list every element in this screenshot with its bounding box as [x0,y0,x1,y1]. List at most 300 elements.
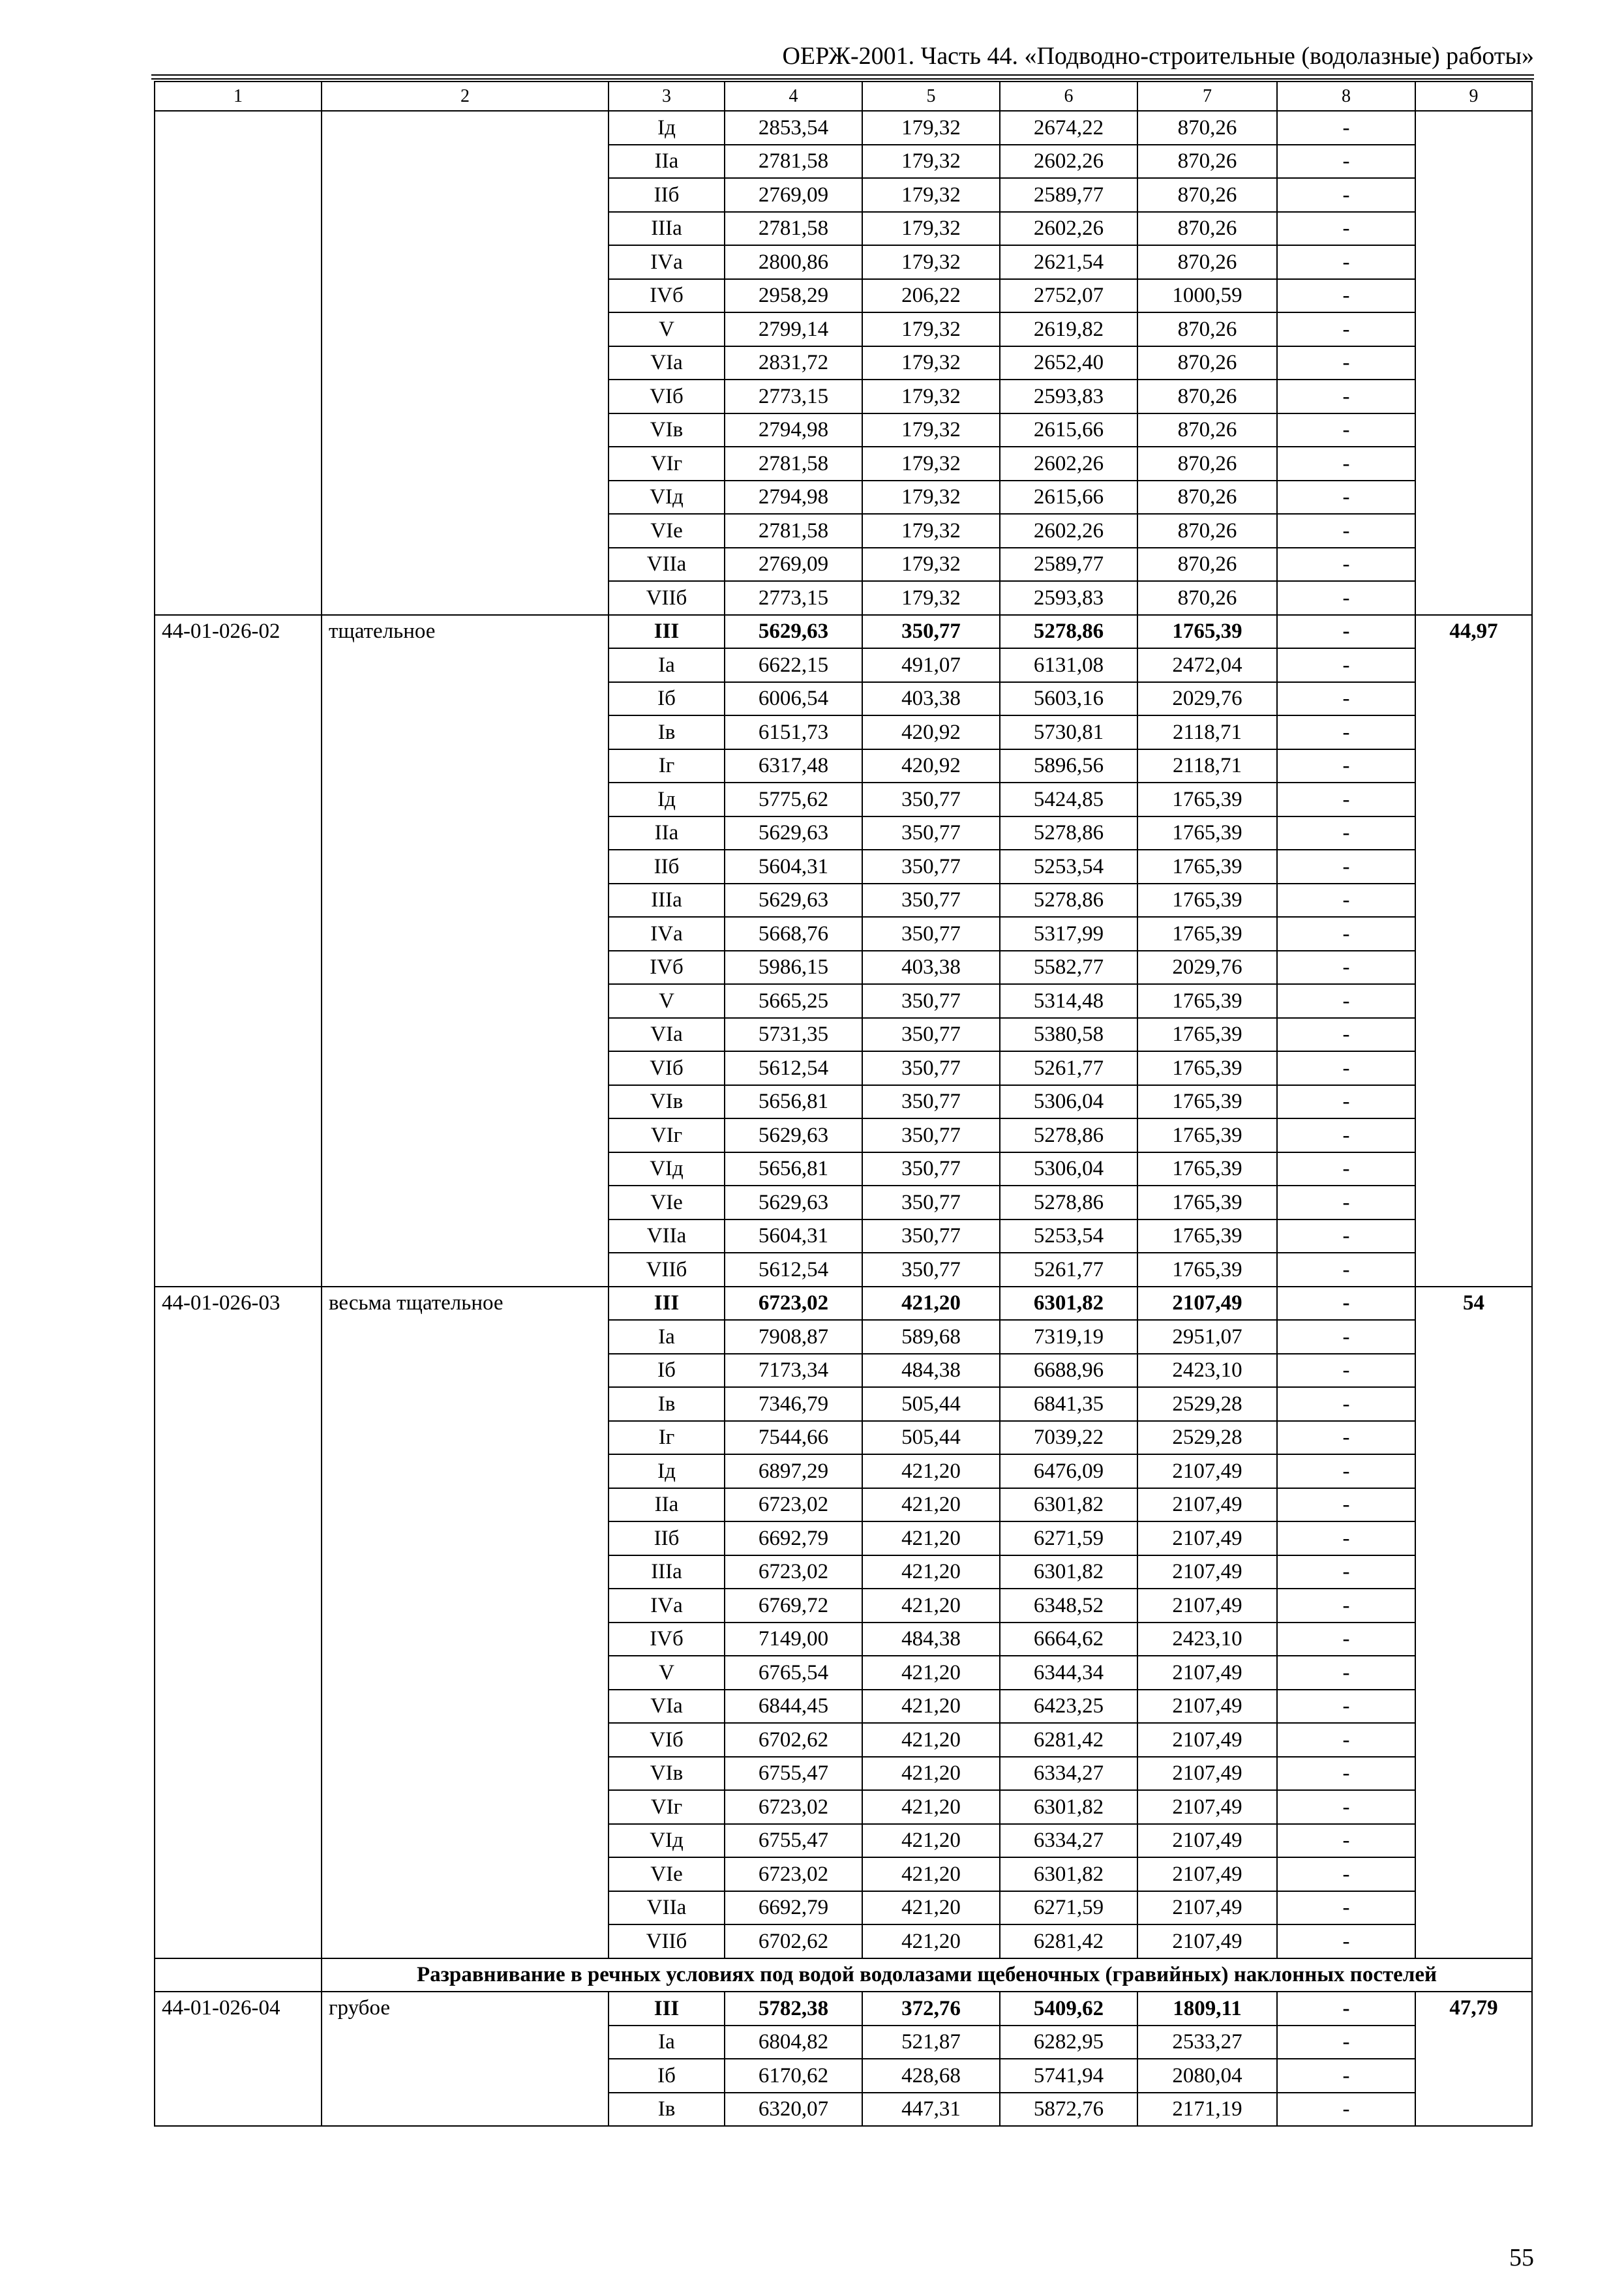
wages: 420,92 [862,749,1000,783]
operator-wages: 870,26 [1137,548,1277,582]
materials: - [1277,1891,1415,1925]
wages: 350,77 [862,1152,1000,1186]
zone-code: IIб [609,850,725,884]
wages: 350,77 [862,1253,1000,1287]
zone-code: IIа [609,145,725,179]
zone-code: Iв [609,1387,725,1421]
zone-code: Iб [609,682,725,716]
wages: 350,77 [862,917,1000,951]
operator-wages: 2472,04 [1137,648,1277,682]
zone-code: Iа [609,2026,725,2059]
price-table [154,81,1533,2127]
total-cost: 6755,47 [725,1757,862,1791]
machine-cost: 5261,77 [1000,1051,1137,1085]
work-name: весьма тщательное [322,1287,609,1958]
zone-code: IIIа [609,884,725,918]
wages: 372,76 [862,1992,1000,2026]
materials: - [1277,1085,1415,1119]
materials: - [1277,648,1415,682]
zone-code: IVб [609,1623,725,1656]
total-cost: 6170,62 [725,2059,862,2093]
total-cost: 7346,79 [725,1387,862,1421]
wages: 421,20 [862,1521,1000,1555]
zone-code: III [609,1287,725,1321]
zone-code: VIб [609,380,725,413]
machine-cost: 5896,56 [1000,749,1137,783]
wages: 350,77 [862,1085,1000,1119]
zone-code: Iд [609,111,725,145]
operator-wages: 1765,39 [1137,1186,1277,1219]
total-cost: 2781,58 [725,514,862,548]
wages: 179,32 [862,581,1000,615]
total-cost: 6317,48 [725,749,862,783]
wages: 350,77 [862,816,1000,850]
total-cost: 5629,63 [725,1186,862,1219]
rate-code: 44-01-026-04 [155,1992,322,2126]
wages: 179,32 [862,380,1000,413]
operator-wages: 870,26 [1137,581,1277,615]
materials: - [1277,1018,1415,1052]
materials: - [1277,1152,1415,1186]
machine-cost: 2589,77 [1000,178,1137,212]
wages: 350,77 [862,1051,1000,1085]
operator-wages: 2533,27 [1137,2026,1277,2059]
machine-cost: 7039,22 [1000,1421,1137,1455]
operator-wages: 2107,49 [1137,1757,1277,1791]
labor-cost: 47,79 [1415,1992,1532,2126]
operator-wages: 2951,07 [1137,1320,1277,1354]
operator-wages: 2107,49 [1137,1723,1277,1757]
total-cost: 6622,15 [725,648,862,682]
zone-code: VIе [609,514,725,548]
operator-wages: 870,26 [1137,245,1277,279]
zone-code: Iб [609,2059,725,2093]
machine-cost: 5278,86 [1000,816,1137,850]
operator-wages: 2118,71 [1137,715,1277,749]
operator-wages: 1765,39 [1137,1253,1277,1287]
wages: 421,20 [862,1690,1000,1724]
machine-cost: 5253,54 [1000,1219,1137,1253]
materials: - [1277,682,1415,716]
operator-wages: 870,26 [1137,312,1277,346]
machine-cost: 5306,04 [1000,1152,1137,1186]
materials: - [1277,312,1415,346]
machine-cost: 5317,99 [1000,917,1137,951]
operator-wages: 1809,11 [1137,1992,1277,2026]
header-rule [151,74,1534,76]
wages: 350,77 [862,615,1000,649]
rate-code [155,111,322,615]
wages: 421,20 [862,1824,1000,1858]
operator-wages: 870,26 [1137,145,1277,179]
wages: 421,20 [862,1857,1000,1891]
total-cost: 5656,81 [725,1085,862,1119]
zone-code: VIг [609,1118,725,1152]
total-cost: 2769,09 [725,548,862,582]
materials: - [1277,1656,1415,1690]
total-cost: 2781,58 [725,212,862,246]
column-number: 1 [155,82,322,111]
zone-code: IIб [609,178,725,212]
zone-code: IIIа [609,1555,725,1589]
zone-code: IVа [609,245,725,279]
total-cost: 6897,29 [725,1454,862,1488]
table-row [155,1992,1532,2026]
total-cost: 2800,86 [725,245,862,279]
wages: 403,38 [862,682,1000,716]
zone-code: VIIб [609,581,725,615]
total-cost: 7908,87 [725,1320,862,1354]
machine-cost: 5603,16 [1000,682,1137,716]
total-cost: 5629,63 [725,884,862,918]
zone-code: VIг [609,1790,725,1824]
machine-cost: 5261,77 [1000,1253,1137,1287]
labor-cost: 44,97 [1415,615,1532,1287]
zone-code: VIб [609,1723,725,1757]
materials: - [1277,816,1415,850]
total-cost: 7544,66 [725,1421,862,1455]
machine-cost: 5872,76 [1000,2093,1137,2127]
operator-wages: 2171,19 [1137,2093,1277,2127]
materials: - [1277,581,1415,615]
total-cost: 6723,02 [725,1790,862,1824]
column-number: 2 [322,82,609,111]
table-row [155,1287,1532,1321]
materials: - [1277,1118,1415,1152]
column-number: 9 [1415,82,1532,111]
operator-wages: 2107,49 [1137,1488,1277,1522]
operator-wages: 2107,49 [1137,1690,1277,1724]
zone-code: IVб [609,279,725,313]
machine-cost: 5314,48 [1000,984,1137,1018]
zone-code: VIд [609,481,725,515]
machine-cost: 5741,94 [1000,2059,1137,2093]
total-cost: 6723,02 [725,1488,862,1522]
wages: 484,38 [862,1623,1000,1656]
materials: - [1277,951,1415,985]
operator-wages: 870,26 [1137,380,1277,413]
running-header: ОЕРЖ-2001. Часть 44. «Подводно-строительные (водолазные) работы» [782,42,1534,70]
machine-cost: 6688,96 [1000,1354,1137,1388]
operator-wages: 870,26 [1137,111,1277,145]
machine-cost: 6334,27 [1000,1757,1137,1791]
operator-wages: 1765,39 [1137,615,1277,649]
total-cost: 5731,35 [725,1018,862,1052]
column-number: 5 [862,82,1000,111]
operator-wages: 1765,39 [1137,884,1277,918]
wages: 350,77 [862,884,1000,918]
machine-cost: 2593,83 [1000,581,1137,615]
table-row [155,615,1532,649]
materials: - [1277,1253,1415,1287]
zone-code: IVа [609,1589,725,1623]
total-cost: 5775,62 [725,783,862,816]
work-name: грубое [322,1992,609,2126]
wages: 421,20 [862,1790,1000,1824]
wages: 447,31 [862,2093,1000,2127]
operator-wages: 1765,39 [1137,1152,1277,1186]
materials: - [1277,1320,1415,1354]
zone-code: Iа [609,1320,725,1354]
materials: - [1277,1992,1415,2026]
machine-cost: 6281,42 [1000,1924,1137,1958]
machine-cost: 5424,85 [1000,783,1137,816]
materials: - [1277,850,1415,884]
zone-code: VIа [609,1690,725,1724]
wages: 179,32 [862,312,1000,346]
materials: - [1277,1690,1415,1724]
operator-wages: 870,26 [1137,346,1277,380]
operator-wages: 2107,49 [1137,1857,1277,1891]
total-cost: 5668,76 [725,917,862,951]
materials: - [1277,1824,1415,1858]
total-cost: 5612,54 [725,1051,862,1085]
total-cost: 5665,25 [725,984,862,1018]
total-cost: 6723,02 [725,1555,862,1589]
wages: 421,20 [862,1555,1000,1589]
machine-cost: 2589,77 [1000,548,1137,582]
total-cost: 6804,82 [725,2026,862,2059]
zone-code: VIIа [609,1219,725,1253]
total-cost: 5986,15 [725,951,862,985]
machine-cost: 5278,86 [1000,1186,1137,1219]
zone-code: IIIа [609,212,725,246]
machine-cost: 5278,86 [1000,884,1137,918]
materials: - [1277,1589,1415,1623]
wages: 179,32 [862,212,1000,246]
rate-code: 44-01-026-02 [155,615,322,1287]
zone-code: VIб [609,1051,725,1085]
materials: - [1277,1857,1415,1891]
materials: - [1277,346,1415,380]
labor-cost [1415,111,1532,615]
operator-wages: 2529,28 [1137,1387,1277,1421]
total-cost: 2773,15 [725,581,862,615]
materials: - [1277,1454,1415,1488]
wages: 421,20 [862,1589,1000,1623]
materials: - [1277,548,1415,582]
operator-wages: 2029,76 [1137,951,1277,985]
total-cost: 6320,07 [725,2093,862,2127]
total-cost: 5629,63 [725,615,862,649]
operator-wages: 1765,39 [1137,1118,1277,1152]
total-cost: 2831,72 [725,346,862,380]
operator-wages: 2080,04 [1137,2059,1277,2093]
operator-wages: 2107,49 [1137,1656,1277,1690]
wages: 421,20 [862,1287,1000,1321]
operator-wages: 2107,49 [1137,1589,1277,1623]
wages: 350,77 [862,984,1000,1018]
header-rule-double [151,78,1534,80]
materials: - [1277,380,1415,413]
total-cost: 5782,38 [725,1992,862,2026]
zone-code: V [609,312,725,346]
machine-cost: 5582,77 [1000,951,1137,985]
operator-wages: 2107,49 [1137,1924,1277,1958]
total-cost: 2781,58 [725,145,862,179]
materials: - [1277,1387,1415,1421]
total-cost: 5604,31 [725,850,862,884]
total-cost: 6151,73 [725,715,862,749]
materials: - [1277,1757,1415,1791]
wages: 589,68 [862,1320,1000,1354]
wages: 179,32 [862,178,1000,212]
machine-cost: 2652,40 [1000,346,1137,380]
total-cost: 6844,45 [725,1690,862,1724]
operator-wages: 1765,39 [1137,850,1277,884]
wages: 179,32 [862,145,1000,179]
wages: 179,32 [862,111,1000,145]
operator-wages: 870,26 [1137,447,1277,481]
machine-cost: 6301,82 [1000,1790,1137,1824]
total-cost: 5629,63 [725,1118,862,1152]
machine-cost: 6344,34 [1000,1656,1137,1690]
total-cost: 2769,09 [725,178,862,212]
zone-code: VIв [609,1757,725,1791]
materials: - [1277,212,1415,246]
column-number-row [155,82,1532,111]
machine-cost: 5306,04 [1000,1085,1137,1119]
total-cost: 6765,54 [725,1656,862,1690]
work-name [322,111,609,615]
materials: - [1277,413,1415,447]
materials: - [1277,1488,1415,1522]
materials: - [1277,1186,1415,1219]
zone-code: VIа [609,346,725,380]
wages: 179,32 [862,481,1000,515]
wages: 421,20 [862,1723,1000,1757]
zone-code: VIIа [609,548,725,582]
operator-wages: 2423,10 [1137,1354,1277,1388]
operator-wages: 870,26 [1137,514,1277,548]
total-cost: 2794,98 [725,481,862,515]
operator-wages: 870,26 [1137,212,1277,246]
zone-code: IIа [609,816,725,850]
total-cost: 6702,62 [725,1723,862,1757]
total-cost: 5656,81 [725,1152,862,1186]
wages: 521,87 [862,2026,1000,2059]
zone-code: VIв [609,1085,725,1119]
operator-wages: 2107,49 [1137,1555,1277,1589]
machine-cost: 7319,19 [1000,1320,1137,1354]
table-row [155,111,1532,145]
operator-wages: 1765,39 [1137,816,1277,850]
machine-cost: 2615,66 [1000,481,1137,515]
zone-code: VIIб [609,1253,725,1287]
wages: 505,44 [862,1421,1000,1455]
wages: 421,20 [862,1488,1000,1522]
materials: - [1277,884,1415,918]
operator-wages: 2107,49 [1137,1891,1277,1925]
materials: - [1277,715,1415,749]
total-cost: 2853,54 [725,111,862,145]
zone-code: III [609,615,725,649]
machine-cost: 6664,62 [1000,1623,1137,1656]
column-number: 8 [1277,82,1415,111]
materials: - [1277,2059,1415,2093]
materials: - [1277,984,1415,1018]
materials: - [1277,1287,1415,1321]
wages: 421,20 [862,1891,1000,1925]
section-heading-row [155,1958,1532,1992]
operator-wages: 2423,10 [1137,1623,1277,1656]
zone-code: VIIб [609,1924,725,1958]
materials: - [1277,749,1415,783]
materials: - [1277,279,1415,313]
machine-cost: 2602,26 [1000,514,1137,548]
machine-cost: 5409,62 [1000,1992,1137,2026]
materials: - [1277,145,1415,179]
total-cost: 7149,00 [725,1623,862,1656]
section-heading: Разравнивание в речных условиях под водой водолазами щебеночных (гравийных) наклонных постелей [322,1958,1532,1992]
labor-cost: 54 [1415,1287,1532,1958]
rate-code: 44-01-026-03 [155,1287,322,1958]
materials: - [1277,1623,1415,1656]
wages: 421,20 [862,1454,1000,1488]
zone-code: IVа [609,917,725,951]
machine-cost: 2593,83 [1000,380,1137,413]
zone-code: VIд [609,1152,725,1186]
total-cost: 6723,02 [725,1857,862,1891]
zone-code: III [609,1992,725,2026]
zone-code: VIIа [609,1891,725,1925]
operator-wages: 870,26 [1137,481,1277,515]
zone-code: Iа [609,648,725,682]
wages: 484,38 [862,1354,1000,1388]
wages: 179,32 [862,413,1000,447]
zone-code: Iв [609,2093,725,2127]
machine-cost: 2621,54 [1000,245,1137,279]
machine-cost: 2602,26 [1000,145,1137,179]
zone-code: Iг [609,749,725,783]
total-cost: 5629,63 [725,816,862,850]
materials: - [1277,2026,1415,2059]
total-cost: 2781,58 [725,447,862,481]
price-table-body [155,82,1532,2126]
wages: 350,77 [862,783,1000,816]
wages: 350,77 [862,850,1000,884]
operator-wages: 2107,49 [1137,1824,1277,1858]
total-cost: 6769,72 [725,1589,862,1623]
wages: 350,77 [862,1219,1000,1253]
machine-cost: 6131,08 [1000,648,1137,682]
machine-cost: 6348,52 [1000,1589,1137,1623]
zone-code: VIе [609,1186,725,1219]
materials: - [1277,1790,1415,1824]
zone-code: VIв [609,413,725,447]
column-number: 3 [609,82,725,111]
total-cost: 2773,15 [725,380,862,413]
machine-cost: 2602,26 [1000,447,1137,481]
zone-code: Iв [609,715,725,749]
wages: 350,77 [862,1186,1000,1219]
wages: 428,68 [862,2059,1000,2093]
operator-wages: 870,26 [1137,413,1277,447]
wages: 350,77 [862,1118,1000,1152]
column-number: 6 [1000,82,1137,111]
machine-cost: 6281,42 [1000,1723,1137,1757]
materials: - [1277,178,1415,212]
operator-wages: 1765,39 [1137,1219,1277,1253]
zone-code: V [609,984,725,1018]
zone-code: VIд [609,1824,725,1858]
operator-wages: 2029,76 [1137,682,1277,716]
operator-wages: 870,26 [1137,178,1277,212]
operator-wages: 2107,49 [1137,1521,1277,1555]
total-cost: 2958,29 [725,279,862,313]
operator-wages: 1765,39 [1137,783,1277,816]
wages: 179,32 [862,514,1000,548]
